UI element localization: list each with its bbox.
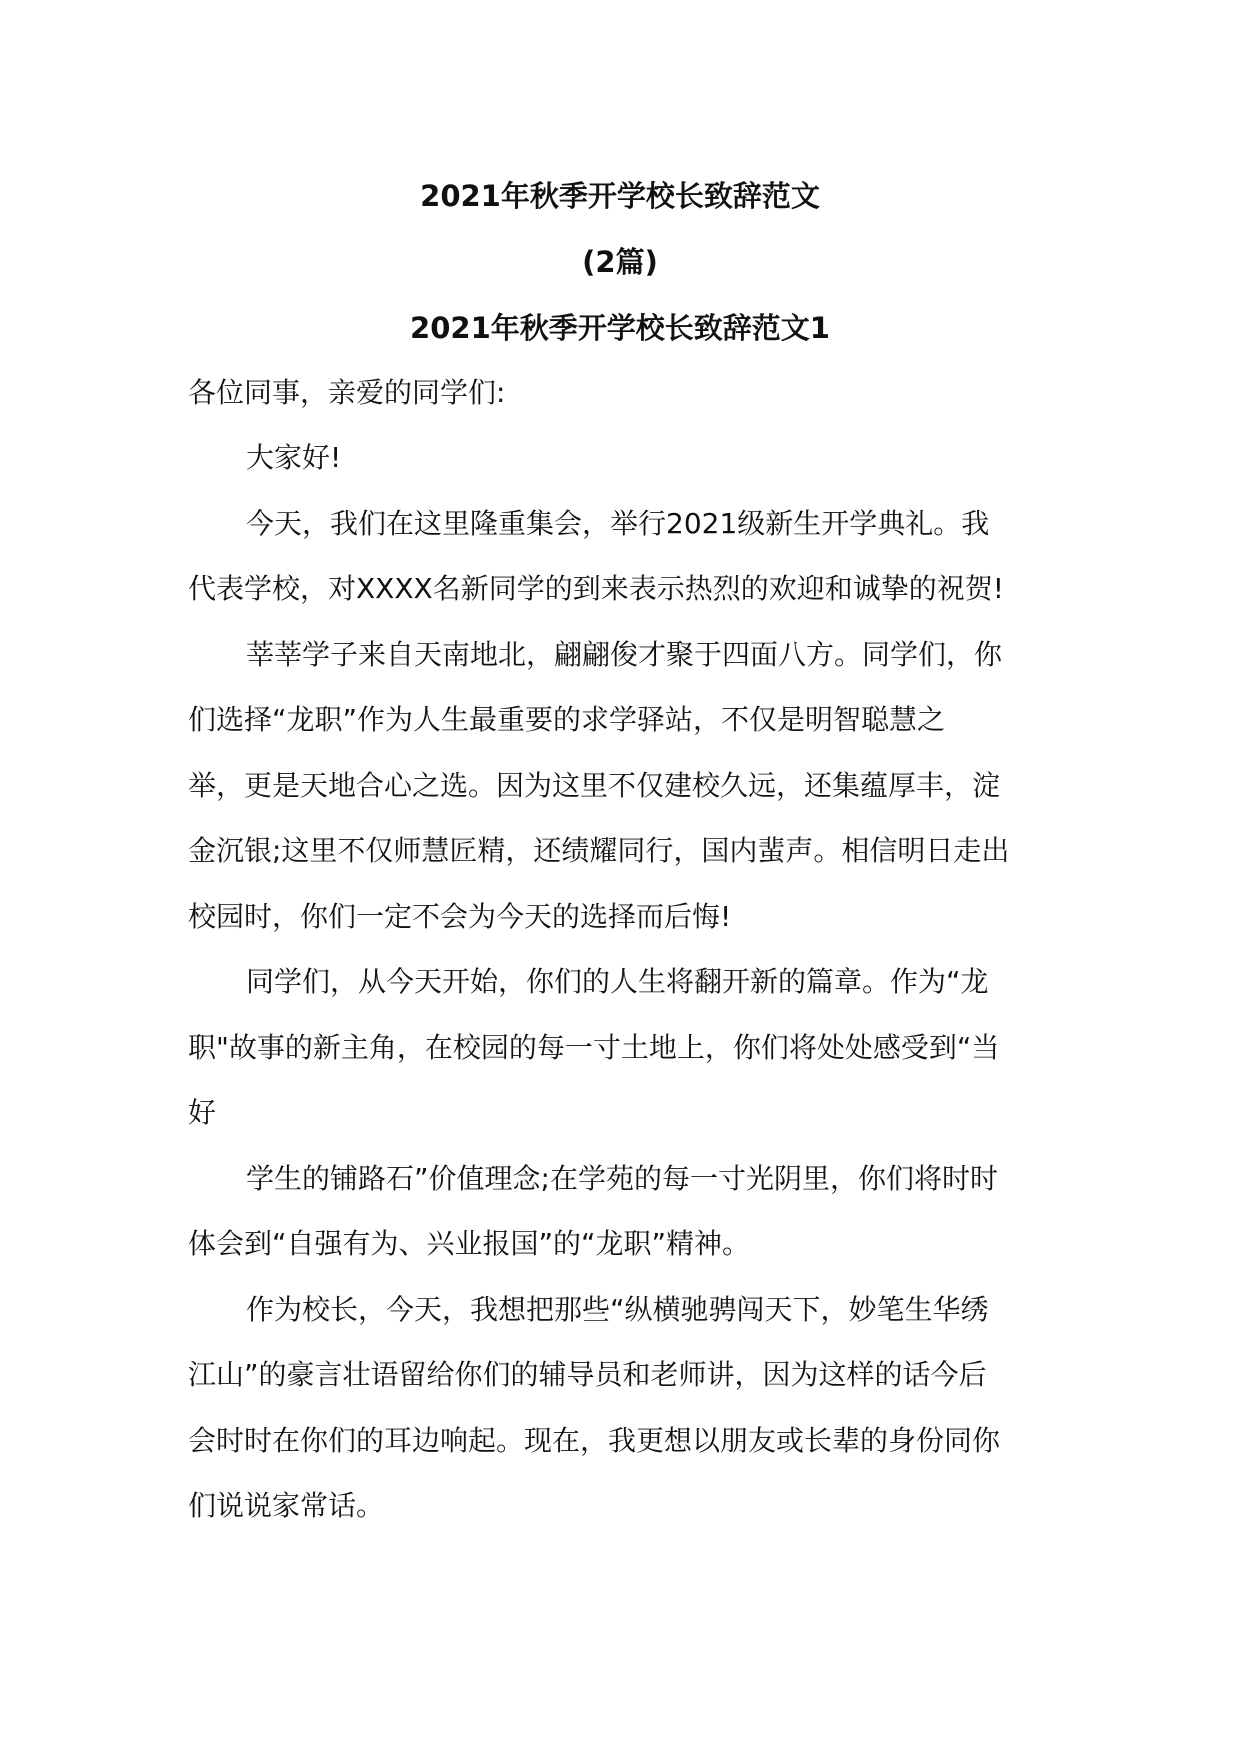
section-title: 2021年秋季开学校长致辞范文1: [410, 311, 830, 345]
paragraph-line: 莘莘学子来自天南地北，翩翩俊才聚于四面八方。同学们，你: [246, 638, 1003, 671]
paragraph-line: 今天，我们在这里隆重集会，举行2021级新生开学典礼。我: [246, 507, 990, 540]
paragraph-line: 职"故事的新主角，在校园的每一寸土地上，你们将处处感受到“当: [188, 1031, 1000, 1064]
paragraph-line: 校园时，你们一定不会为今天的选择而后悔!: [188, 900, 732, 933]
paragraph-line: 同学们，从今天开始，你们的人生将翻开新的篇章。作为“龙: [246, 965, 989, 998]
paragraph-line: 会时时在你们的耳边响起。现在，我更想以朋友或长辈的身份同你: [188, 1424, 1001, 1457]
paragraph-line: 好: [188, 1096, 217, 1129]
greeting-line: 大家好!: [246, 441, 342, 474]
paragraph-line: 作为校长，今天，我想把那些“纵横驰骋闯天下，妙笔生华绣: [246, 1293, 989, 1326]
paragraph-line: 代表学校，对XXXX名新同学的到来表示热烈的欢迎和诚挚的祝贺!: [188, 572, 1004, 605]
paragraph-line: 江山”的豪言壮语留给你们的辅导员和老师讲，因为这样的话今后: [188, 1358, 987, 1391]
paragraph-line: 体会到“自强有为、兴业报国”的“龙职”精神。: [188, 1227, 751, 1260]
document-title: 2021年秋季开学校长致辞范文: [420, 179, 820, 213]
salutation-line: 各位同事，亲爱的同学们:: [188, 376, 506, 409]
paragraph-line: 们选择“龙职”作为人生最重要的求学驿站，不仅是明智聪慧之: [188, 703, 946, 736]
paragraph-line: 们说说家常话。: [188, 1489, 385, 1522]
paragraph-line: 学生的铺路石”价值理念;在学苑的每一寸光阴里，你们将时时: [246, 1162, 998, 1195]
paragraph-line: 金沉银;这里不仅师慧匠精，还绩耀同行，国内蜚声。相信明日走出: [188, 834, 1010, 867]
document-subtitle: (2篇): [582, 245, 658, 279]
paragraph-line: 举，更是天地合心之选。因为这里不仅建校久远，还集蕴厚丰，淀: [188, 769, 1001, 802]
